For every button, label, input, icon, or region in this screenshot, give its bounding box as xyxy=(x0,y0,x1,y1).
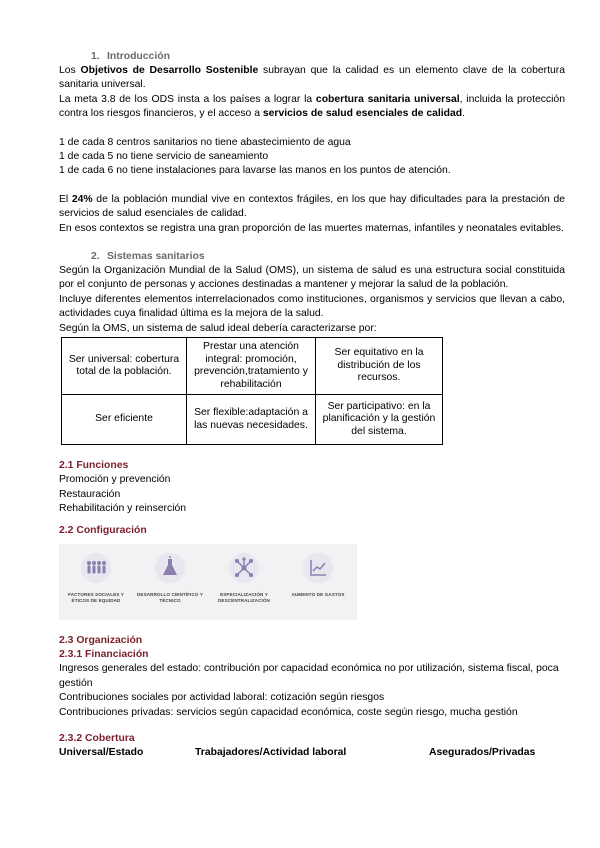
config-item xyxy=(281,544,355,620)
configuracion-heading: 2.2 Configuración xyxy=(59,525,147,537)
cobertura-heading: 2.3.2 Cobertura xyxy=(59,732,135,744)
section-1-heading xyxy=(91,50,565,64)
table-cell: Prestar una atención integral: promoción, prevención,tratamiento y rehabilitación xyxy=(187,338,316,395)
section-2-heading xyxy=(91,250,565,264)
section-title: Introducción xyxy=(107,51,170,62)
table-cell: Ser universal: cobertura total de la población. xyxy=(62,338,187,395)
document-page xyxy=(59,50,565,760)
table-cell: Ser equitativo en la distribución de los recursos. xyxy=(316,338,443,395)
people-icon xyxy=(80,552,112,584)
section-title: Sistemas sanitarios xyxy=(107,251,205,263)
flask-icon xyxy=(154,552,186,584)
list-item: Rehabilitación y reinserción xyxy=(59,502,187,514)
config-item xyxy=(59,544,133,620)
oms-characteristics-table xyxy=(61,337,443,445)
fact-line: 1 de cada 5 no tiene servicio de saneamiento xyxy=(59,151,269,163)
fragile-contexts-paragraph: El 24% de la población mundial vive en contextos frágiles, en los que hay dificultades para la prestación de servicios de salud esenciales de calidad. xyxy=(59,193,565,220)
mortality-paragraph: En esos contextos se registra una gran proporción de las muertes maternas, infantiles y neonatales evitables. xyxy=(59,222,564,234)
intro-paragraph-2: La meta 3.8 de los ODS insta a los países a lograr la cobertura sanitaria universal, incluida la protección contra los riesgos financieros, y el acceso a servicios de salud esenciales de calidad. xyxy=(59,93,565,120)
table-row xyxy=(62,338,443,395)
financiacion-heading: 2.3.1 Financiación xyxy=(59,649,149,661)
financing-item: Ingresos generales del estado: contribución por capacidad económica no por utilización, sistema fiscal, poca gestión xyxy=(59,663,559,689)
health-system-definition: Según la Organización Mundial de la Salud (OMS), un sistema de salud es una estructura social constituida por el conjunto de personas y acciones destinadas a mantener y mejorar la salud de la población. xyxy=(59,265,565,291)
intro-paragraph-1: Los Objetivos de Desarrollo Sostenible subrayan que la calidad es un elemento clave de la cobertura sanitaria universal. xyxy=(59,65,565,91)
fact-line: 1 de cada 8 centros sanitarios no tiene abastecimiento de agua xyxy=(59,136,351,148)
financing-item: Contribuciones sociales por actividad laboral: cotización según riesgos xyxy=(59,692,385,704)
config-item xyxy=(207,544,281,620)
funciones-heading: 2.1 Funciones xyxy=(59,460,129,472)
coverage-columns xyxy=(59,746,565,760)
config-label: DESARROLLO CIENTÍFICO Y TÉCNICO xyxy=(136,592,204,604)
coverage-column: Universal/Estado xyxy=(59,746,144,758)
fact-line: 1 de cada 6 no tiene instalaciones para lavarse las manos en los puntos de atención. xyxy=(59,165,451,177)
configuration-infographic xyxy=(59,544,357,620)
list-item: Restauración xyxy=(59,488,121,500)
coverage-column: Trabajadores/Actividad laboral xyxy=(195,746,347,758)
network-icon xyxy=(228,552,260,584)
table-cell: Ser participativo: en la planificación y la gestión del sistema. xyxy=(316,395,443,445)
oms-ideal-intro: Según la OMS, un sistema de salud ideal debería caracterizarse por: xyxy=(59,322,377,334)
config-label: AUMENTO DE GASTOS xyxy=(291,592,345,598)
table-cell: Ser flexible:adaptación a las nuevas necesidades. xyxy=(187,395,316,445)
organizacion-heading: 2.3 Organización xyxy=(59,635,143,647)
chart-icon xyxy=(302,552,334,584)
config-item xyxy=(133,544,207,620)
config-label: ESPECIALIZACIÓN Y DESCENTRALIZACIÓN xyxy=(218,592,270,604)
config-label: FACTORES SOCIALES Y ÉTICOS DE EQUIDAD xyxy=(68,592,124,604)
table-row xyxy=(62,395,443,445)
section-number: 2. xyxy=(91,251,100,263)
section-number: 1. xyxy=(91,51,100,62)
list-item: Promoción y prevención xyxy=(59,474,171,486)
table-cell: Ser eficiente xyxy=(62,395,187,445)
health-system-elements: Incluye diferentes elementos interrelacionados como instituciones, organismos y servicios que llevan a cabo, actividades cuya finalidad última es la mejora de la salud. xyxy=(59,293,565,320)
financing-item: Contribuciones privadas: servicios según capacidad económica, coste según riesgo, mucha gestión xyxy=(59,706,518,718)
coverage-column: Asegurados/Privadas xyxy=(429,746,536,758)
